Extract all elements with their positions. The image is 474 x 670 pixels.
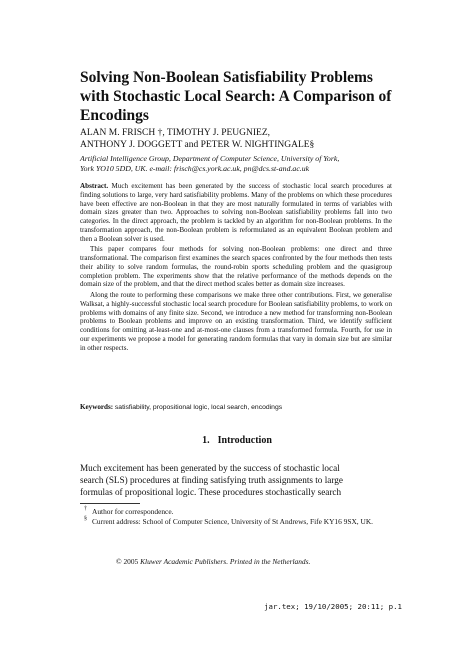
keywords-heading: Keywords: bbox=[80, 403, 114, 411]
copyright-line bbox=[116, 557, 310, 566]
affiliation-line-1: Artificial Intelligence Group, Department of Computer Science, University of York, bbox=[80, 154, 340, 163]
abstract-heading: Abstract. bbox=[80, 182, 109, 190]
title-line-3: Encodings bbox=[80, 107, 149, 124]
abstract bbox=[80, 182, 392, 352]
body-text bbox=[80, 462, 392, 498]
footnote-2-text: Current address: School of Computer Science, University of St Andrews, Fife KY16 9SX, UK. bbox=[92, 516, 374, 526]
footnote-1 bbox=[80, 507, 392, 517]
section-number: 1. bbox=[202, 435, 210, 446]
footnote-2 bbox=[80, 517, 392, 527]
abstract-paragraph-3: Along the route to performing these comparisons we make three other contributions. First, we generalise Walksat, a highly-successful stochastic local search procedure for Boolean satisfiability problems, to work on problems with domains of any finite size. Second, we introduce a new method for transforming non-Boolean problems to Boolean problems and improve on an existing transformation. Third, we identify sufficient conditions for omitting at-least-one and at-most-one clauses from a transformed formula. Fourth, for use in our experiments we propose a model for generating random formulas that vary in domain size but are similar in other respects. bbox=[80, 291, 392, 352]
section-title: Introduction bbox=[217, 435, 272, 446]
affiliation bbox=[80, 154, 380, 173]
title-line-2: with Stochastic Local Search: A Comparison of bbox=[80, 88, 392, 105]
keywords-text: satisfiability, propositional logic, local search, encodings bbox=[114, 404, 283, 411]
keywords bbox=[80, 403, 392, 412]
footnote-2-mark: § bbox=[84, 515, 87, 522]
body-line-2: search (SLS) procedures at finding satisfying truth assignments to large bbox=[80, 475, 343, 485]
paper-title bbox=[80, 68, 410, 125]
page-footer: jar.tex; 19/10/2005; 20:11; p.1 bbox=[264, 602, 402, 611]
body-line-1: Much excitement has been generated by the success of stochastic local bbox=[80, 463, 340, 473]
footnote-1-mark: † bbox=[84, 506, 87, 512]
title-line-1: Solving Non-Boolean Satisfiability Problems bbox=[80, 69, 373, 86]
footnotes bbox=[80, 507, 392, 526]
abstract-text-1: Much excitement has been generated by the success of stochastic local search procedures at finding solutions to large, very hard satisfiability problems. Many of the problems on which these procedures have been effective are non-Boolean in that they are most naturally formulated in terms of variables with domain sizes greater than two. Approaches to solving non-Boolean satisfiability problems fall into two categories. In the direct approach, the problem is tackled by an algorithm for non-Boolean problems. In the transformation approach, the non-Boolean problem is reformulated as an equivalent Boolean problem and then a Boolean solver is used. bbox=[80, 182, 392, 243]
abstract-paragraph-2: This paper compares four methods for solving non-Boolean problems: one direct and three transformational. The comparison first examines the search spaces confronted by the four methods then tests their ability to solve random formulas, the round-robin sports scheduling problem and the quasigroup completion problem. The experiments show that the relative performance of the methods depends on the domain size of the problem, and that the direct method scales better as domain size increases. bbox=[80, 245, 392, 289]
affiliation-line-2: York YO10 5DD, UK. e-mail: frisch@cs.york.ac.uk, pn@dcs.st-and.ac.uk bbox=[80, 163, 310, 173]
copyright-publisher: Kluwer Academic Publishers. Printed in the Netherlands. bbox=[140, 557, 311, 566]
footnote-rule bbox=[80, 503, 140, 504]
section-heading bbox=[0, 435, 474, 446]
footnote-1-text: Author for correspondence. bbox=[92, 507, 174, 516]
authors-line-1: ALAN M. FRISCH †, TIMOTHY J. PEUGNIEZ, bbox=[80, 128, 271, 138]
author-list bbox=[80, 128, 380, 151]
body-line-3: formulas of propositional logic. These procedures stochastically search bbox=[80, 487, 342, 497]
abstract-paragraph-1 bbox=[80, 182, 392, 243]
copyright-prefix: © 2005 bbox=[116, 557, 139, 566]
authors-line-2: ANTHONY J. DOGGETT and PETER W. NIGHTINGALE§ bbox=[80, 139, 315, 150]
